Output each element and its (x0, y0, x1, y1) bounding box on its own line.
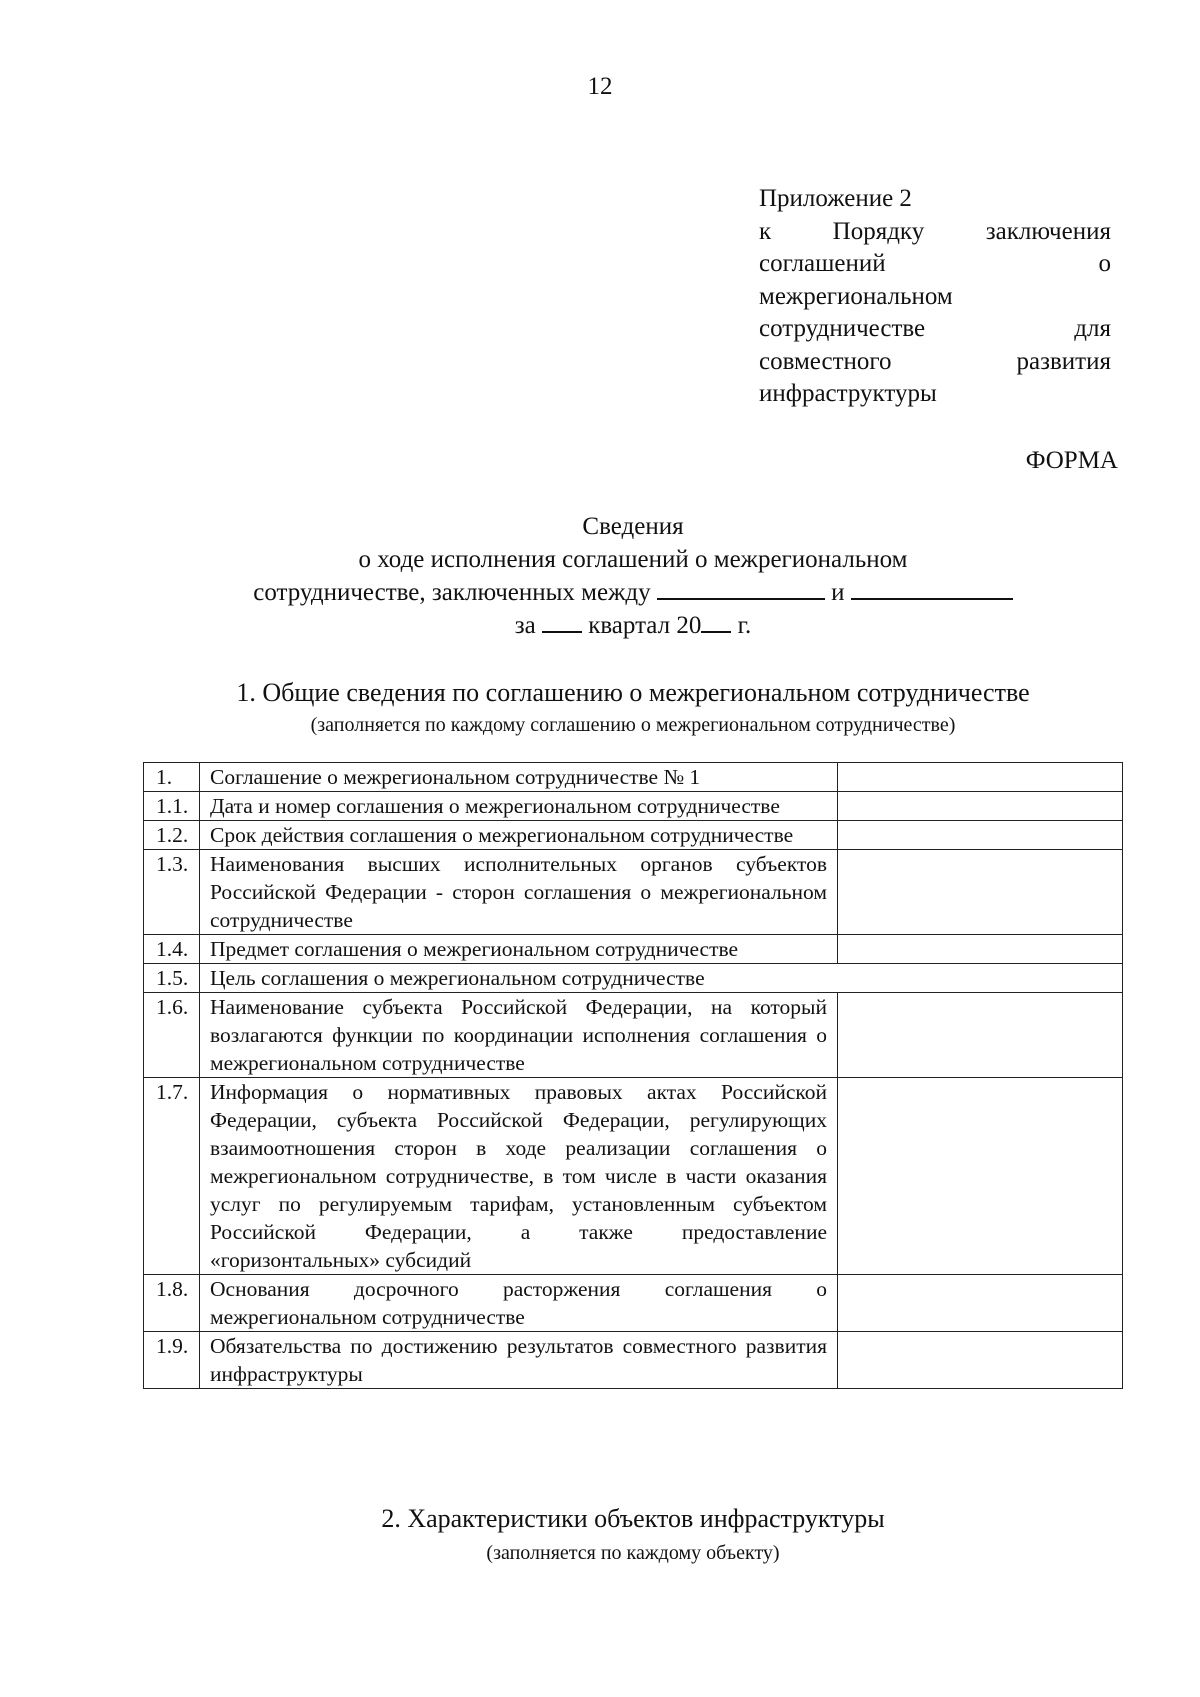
table-row (144, 850, 1123, 935)
row-description: Основания досрочного расторжения соглашения о межрегиональном сотрудничестве (200, 1275, 838, 1332)
row-description: Информация о нормативных правовых актах Российской Федерации, субъекта Российской Федерации, регулирующих взаимоотношения сторон в ходе реализации соглашения о межрегиональном сотрудничестве, в том числе в части оказания услуг по регулируемым тарифам, установленным субъектом Российской Федерации, а также предоставление «горизонтальных» субсидий (200, 1078, 838, 1275)
heading-line: о ходе исполнения соглашений о межрегиональном (358, 546, 908, 573)
section-1-title: 1. Общие сведения по соглашению о межрегиональном сотрудничестве (236, 678, 1030, 707)
section-2-title: 2. Характеристики объектов инфраструктуры (381, 1504, 885, 1533)
row-description: Срок действия соглашения о межрегиональном сотрудничестве (200, 821, 838, 850)
table-row (144, 1332, 1123, 1389)
year-blank (701, 609, 731, 633)
row-number: 1.2. (144, 821, 200, 850)
section-1-note: (заполняется по каждому соглашению о межрегиональном сотрудничестве) (310, 714, 956, 736)
row-value-cell[interactable] (838, 850, 1123, 935)
table-row (144, 964, 1123, 993)
row-description: Цель соглашения о межрегиональном сотрудничестве (200, 964, 1123, 993)
row-description: Дата и номер соглашения о межрегиональном сотрудничестве (200, 792, 838, 821)
heading-text: и (831, 579, 845, 606)
row-value-cell[interactable] (838, 993, 1123, 1078)
row-number: 1.7. (144, 1078, 200, 1275)
heading-text: сотрудничестве, заключенных между (253, 579, 651, 606)
heading-line (0, 609, 1200, 642)
row-value-cell[interactable] (838, 1275, 1123, 1332)
row-number: 1.8. (144, 1275, 200, 1332)
appendix-line: к Порядку заключения (759, 217, 1111, 245)
appendix-block (759, 183, 1111, 411)
document-heading (0, 510, 1200, 642)
heading-text: г. (737, 612, 752, 639)
table-row (144, 993, 1123, 1078)
page-number: 12 (587, 73, 613, 100)
row-number: 1.3. (144, 850, 200, 935)
row-description: Обязательства по достижению результатов совместного развития инфраструктуры (200, 1332, 838, 1389)
table-row (144, 821, 1123, 850)
row-value-cell[interactable] (838, 763, 1123, 792)
appendix-line: межрегиональном (759, 282, 953, 310)
appendix-line: соглашений о (759, 250, 1111, 277)
heading-text: за (514, 612, 536, 639)
row-number: 1.9. (144, 1332, 200, 1389)
row-value-cell[interactable] (838, 821, 1123, 850)
row-value-cell[interactable] (838, 935, 1123, 964)
quarter-blank (542, 609, 582, 633)
appendix-line: сотрудничестве для (759, 315, 1111, 342)
heading-line: Сведения (582, 513, 684, 540)
row-value-cell[interactable] (838, 792, 1123, 821)
appendix-line: инфраструктуры (759, 380, 937, 407)
table-row (144, 1275, 1123, 1332)
row-number: 1.4. (144, 935, 200, 964)
appendix-line: Приложение 2 (759, 185, 912, 212)
party-two-blank (851, 576, 1013, 600)
row-number: 1. (144, 763, 200, 792)
row-description: Соглашение о межрегиональном сотрудничестве № 1 (200, 763, 838, 792)
heading-line (0, 576, 1200, 609)
row-description: Наименование субъекта Российской Федерации, на который возлагаются функции по координации исполнения соглашения о межрегиональном сотрудничестве (200, 993, 838, 1078)
row-description: Наименования высших исполнительных органов субъектов Российской Федерации - сторон соглашения о межрегиональном сотрудничестве (200, 850, 838, 935)
table-row (144, 935, 1123, 964)
row-value-cell[interactable] (838, 1332, 1123, 1389)
row-description: Предмет соглашения о межрегиональном сотрудничестве (200, 935, 838, 964)
appendix-line: совместного развития (759, 347, 1111, 375)
heading-text: квартал 20 (588, 612, 702, 639)
section-2-note: (заполняется по каждому объекту) (486, 1542, 780, 1564)
agreement-info-table (143, 762, 1123, 1389)
form-label: ФОРМА (1025, 447, 1118, 474)
row-value-cell[interactable] (838, 1078, 1123, 1275)
party-one-blank (657, 576, 825, 600)
row-number: 1.5. (144, 964, 200, 993)
table-row (144, 1078, 1123, 1275)
row-number: 1.1. (144, 792, 200, 821)
table-row (144, 792, 1123, 821)
row-number: 1.6. (144, 993, 200, 1078)
table-row (144, 763, 1123, 792)
